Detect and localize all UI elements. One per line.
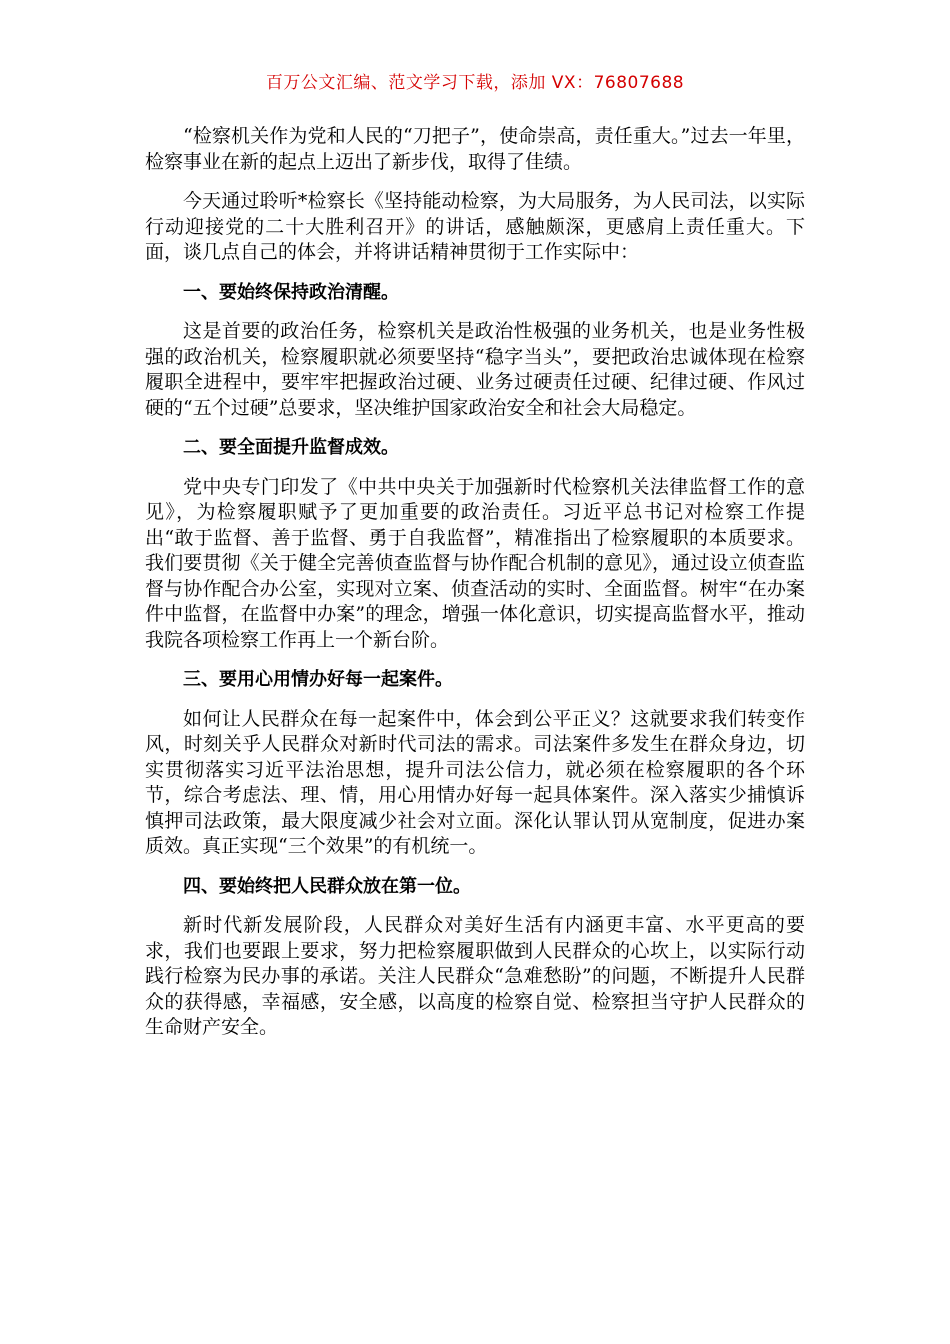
section-2-heading: 二、要全面提升监督成效。: [183, 437, 399, 458]
section-2-paragraph: 党中央专门印发了《中共中央关于加强新时代检察机关法律监督工作的意见》，为检察履职赋予了更加重要的政治责任。习近平总书记对检察工作提出“敢于监督、善于监督、勇于自我监督”，精准指出了检察履职的本质要求。我们要贯彻《关于健全完善侦查监督与协作配合机制的意见》，通过设立侦查监督与协作配合办公室，实现对立案、侦查活动的实时、全面监督。树牢“在办案件中监督，在监督中办案”的理念，增强一体化意识，切实提高监督水平，推动我院各项检察工作再上一个新台阶。: [145, 475, 805, 651]
section-1-paragraph: 这是首要的政治任务，检察机关是政治性极强的业务机关，也是业务性极强的政治机关，检察履职就必须要坚持“稳字当头”，要把政治忠诚体现在检察履职全进程中，要牢牢把握政治过硬、业务过硬责任过硬、纪律过硬、作风过硬的“五个过硬”总要求，坚决维护国家政治安全和社会大局稳定。: [145, 320, 805, 419]
section-4-paragraph: 新时代新发展阶段，人民群众对美好生活有内涵更丰富、水平更高的要求，我们也要跟上要求，努力把检察履职做到人民群众的心坎上，以实际行动践行检察为民办事的承诺。关注人民群众“急难愁盼”的问题，不断提升人民群众的获得感，幸福感，安全感，以高度的检察自觉、检察担当守护人民群众的生命财产安全。: [145, 914, 805, 1038]
section-3-heading: 三、要用心用情办好每一起案件。: [183, 669, 453, 690]
section-3-paragraph: 如何让人民群众在每一起案件中，体会到公平正义？这就要求我们转变作风，时刻关乎人民群众对新时代司法的需求。司法案件多发生在群众身边，切实贯彻落实习近平法治思想，提升司法公信力，就必须在检察履职的各个环节，综合考虑法、理、情，用心用情办好每一起具体案件。深入落实少捕慎诉慎押司法政策，最大限度减少社会对立面。深化认罪认罚从宽制度，促进办案质效。真正实现“三个效果”的有机统一。: [145, 707, 805, 857]
intro-paragraph-2: 今天通过聆听*检察长《坚持能动检察，为大局服务，为人民司法，以实际行动迎接党的二十大胜利召开》的讲话，感触颇深，更感肩上责任重大。下面，谈几点自己的体会，并将讲话精神贯彻于工作实际中：: [145, 190, 805, 263]
section-4-heading: 四、要始终把人民群众放在第一位。: [183, 875, 471, 897]
header-banner: 百万公文汇编、范文学习下载，添加 VX：76807688: [265, 73, 685, 93]
document-body: [145, 124, 805, 1055]
section-1-heading: 一、要始终保持政治清醒。: [183, 281, 399, 303]
intro-paragraph-1: “检察机关作为党和人民的“刀把子”，使命崇高，责任重大。”过去一年里，检察事业在新的起点上迈出了新步伐，取得了佳绩。: [145, 125, 805, 173]
